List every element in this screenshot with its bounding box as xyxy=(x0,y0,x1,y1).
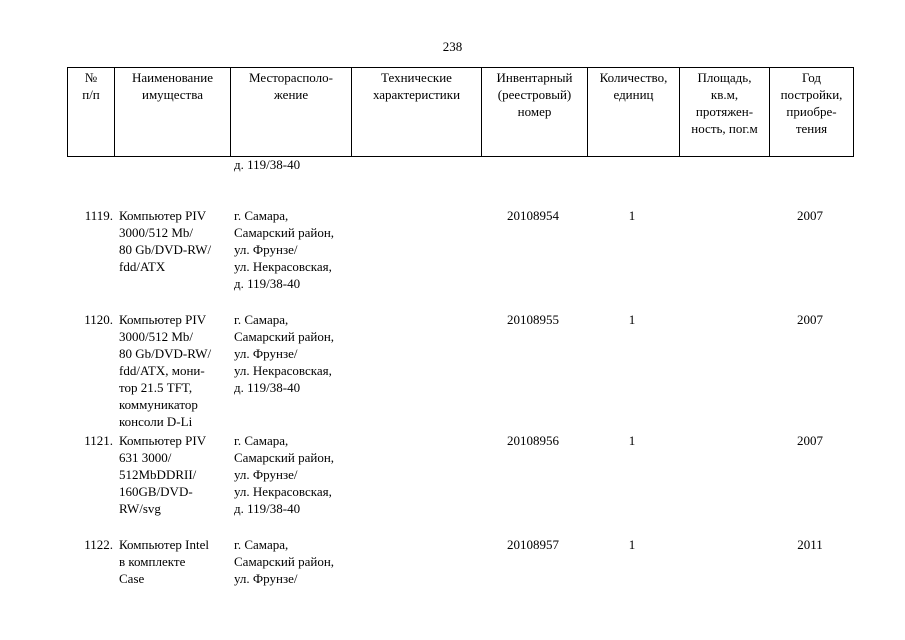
header-inventory: Инвентарный (реестровый) номер xyxy=(482,68,588,157)
row-location: г. Самара, Самарский район, ул. Фрунзе/ ул. Некрасовская, д. 119/38-40 xyxy=(234,433,335,516)
header-area: Площадь, кв.м, протяжен- ность, пог.м xyxy=(680,68,770,157)
page-number: 238 xyxy=(442,39,463,54)
row-name: Компьютер PIV 3000/512 Mb/ 80 Gb/DVD-RW/ fdd/ATX xyxy=(119,208,212,274)
row-name: Компьютер Intel в комплекте Case xyxy=(119,537,209,586)
row-location: г. Самара, Самарский район, ул. Фрунзе/ ул. Некрасовская, д. 119/38-40 xyxy=(234,208,335,291)
row-inventory: 20108957 xyxy=(507,537,559,552)
row-number: 1120. xyxy=(84,312,113,327)
row-year: 2007 xyxy=(797,312,823,327)
row-inventory: 20108956 xyxy=(507,433,559,448)
row-number: 1121. xyxy=(84,433,113,448)
header-tech: Технические характеристики xyxy=(352,68,482,157)
row-number: 1119. xyxy=(84,208,113,223)
row-quantity: 1 xyxy=(628,208,636,223)
row-year: 2011 xyxy=(797,537,823,552)
header-quantity: Количество, единиц xyxy=(588,68,680,157)
header-year: Год постройки, приобре- тения xyxy=(770,68,854,157)
row-location: г. Самара, Самарский район, ул. Фрунзе/ xyxy=(234,537,335,586)
header-name: Наименование имущества xyxy=(115,68,231,157)
row-quantity: 1 xyxy=(628,433,636,448)
column-header-table xyxy=(67,67,854,157)
row-number: 1122. xyxy=(84,537,113,552)
header-row xyxy=(68,68,854,157)
row-inventory: 20108954 xyxy=(507,208,559,223)
row-name: Компьютер PIV 631 3000/ 512MbDDRII/ 160GB/DVD- RW/svg xyxy=(119,433,207,516)
continuation-location: д. 119/38-40 xyxy=(234,157,301,172)
row-quantity: 1 xyxy=(628,537,636,552)
row-year: 2007 xyxy=(797,433,823,448)
row-location: г. Самара, Самарский район, ул. Фрунзе/ ул. Некрасовская, д. 119/38-40 xyxy=(234,312,335,395)
row-quantity: 1 xyxy=(628,312,636,327)
header-num: № п/п xyxy=(68,68,115,157)
header-location: Месторасполо- жение xyxy=(231,68,352,157)
row-year: 2007 xyxy=(797,208,823,223)
row-name: Компьютер PIV 3000/512 Mb/ 80 Gb/DVD-RW/ fdd/ATX, мони- тор 21.5 TFT, коммуникатор консоли D-Li xyxy=(119,312,212,429)
row-inventory: 20108955 xyxy=(507,312,559,327)
